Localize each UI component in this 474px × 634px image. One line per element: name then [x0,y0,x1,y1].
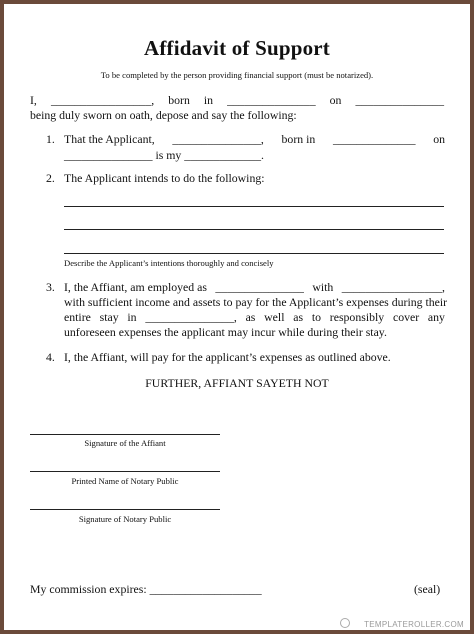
item1-line-1 [64,132,445,146]
notary-name-line[interactable] [30,471,220,472]
closing-statement: FURTHER, AFFIANT SAYETH NOT [145,376,329,390]
item3-with: with [312,280,334,294]
intro-place-blank[interactable]: _______________ [227,93,316,107]
item2-text: The Applicant intends to do the following: [64,171,265,185]
affiant-signature-label: Signature of the Affiant [84,438,166,448]
item3-text-b: with sufficient income and assets to pay for the Applicant’s expenses during their [64,295,448,309]
item1-applicant-blank[interactable]: _______________, [172,132,264,146]
item2-answer-line-3[interactable] [64,253,444,254]
item3-text-a: I, the Affiant, am employed as [64,280,207,294]
commission-blank[interactable]: ___________________ [149,582,262,596]
item3-w6: as [293,310,304,324]
watermark-logo-icon [340,618,350,628]
item3-w3: in [127,310,137,324]
notary-signature-label: Signature of Notary Public [78,514,172,524]
intro-name-blank[interactable]: _________________, [50,93,155,107]
item2-number: 2. [46,171,55,185]
notary-name-label: Printed Name of Notary Public [71,476,179,486]
item2-caption: Describe the Applicant’s intentions thoroughly and concisely [64,258,274,268]
item1-is-my: is my [155,148,182,162]
item3-number: 3. [46,280,55,294]
intro-i: I, [30,93,37,107]
item3-w8: responsibly [329,310,385,324]
item3-line-2 [64,295,448,309]
item1-number: 1. [46,132,55,146]
intro-line-1 [30,93,444,107]
item3-w5: well [264,310,285,324]
intro-in: in [203,93,214,107]
item3-location-blank[interactable]: _______________, [145,310,237,324]
item1-place-blank[interactable]: ______________ [332,132,416,146]
item3-employer-blank[interactable]: _________________, [341,280,445,294]
seal-label: (seal) [414,582,441,596]
watermark: TEMPLATEROLLER.COM [364,620,464,629]
item2-answer-line-2[interactable] [64,229,444,230]
notary-signature-line[interactable] [30,509,220,510]
item3-line-3 [64,310,445,324]
item2-answer-line-1[interactable] [64,206,444,207]
item1-date-blank[interactable]: _______________ [64,148,153,162]
commission-label: My commission expires: [30,582,147,596]
item3-w7: to [311,310,322,324]
item1-born-in: born in [281,132,316,146]
item1-text-a: That the Applicant, [64,132,155,146]
intro-born: born [168,93,190,107]
item3-w9: cover [392,310,420,324]
document-subtitle: To be completed by the person providing financial support (must be notarized). [100,70,374,80]
item4-text: I, the Affiant, will pay for the applicant’s expenses as outlined above. [64,350,391,364]
item1-relation-blank[interactable]: _____________. [184,148,264,162]
item1-line-2 [64,148,264,162]
item3-line-1 [64,280,445,294]
affidavit-page [4,4,470,630]
item3-line-4: unforeseen expenses the applicant may incur while during their stay. [64,325,387,339]
intro-line-2: being duly sworn on oath, depose and say the following: [30,108,297,122]
affiant-signature-line[interactable] [30,434,220,435]
item3-w4: as [245,310,256,324]
commission-row [30,582,262,596]
item1-on: on [433,132,445,146]
item3-w2: stay [99,310,119,324]
item3-w10: any [427,310,445,324]
item3-w1: entire [64,310,91,324]
intro-on: on [329,93,342,107]
document-title: Affidavit of Support [143,36,331,60]
item4-number: 4. [46,350,55,364]
item3-job-blank[interactable]: _______________ [215,280,304,294]
intro-date-blank[interactable]: _______________ [355,93,444,107]
